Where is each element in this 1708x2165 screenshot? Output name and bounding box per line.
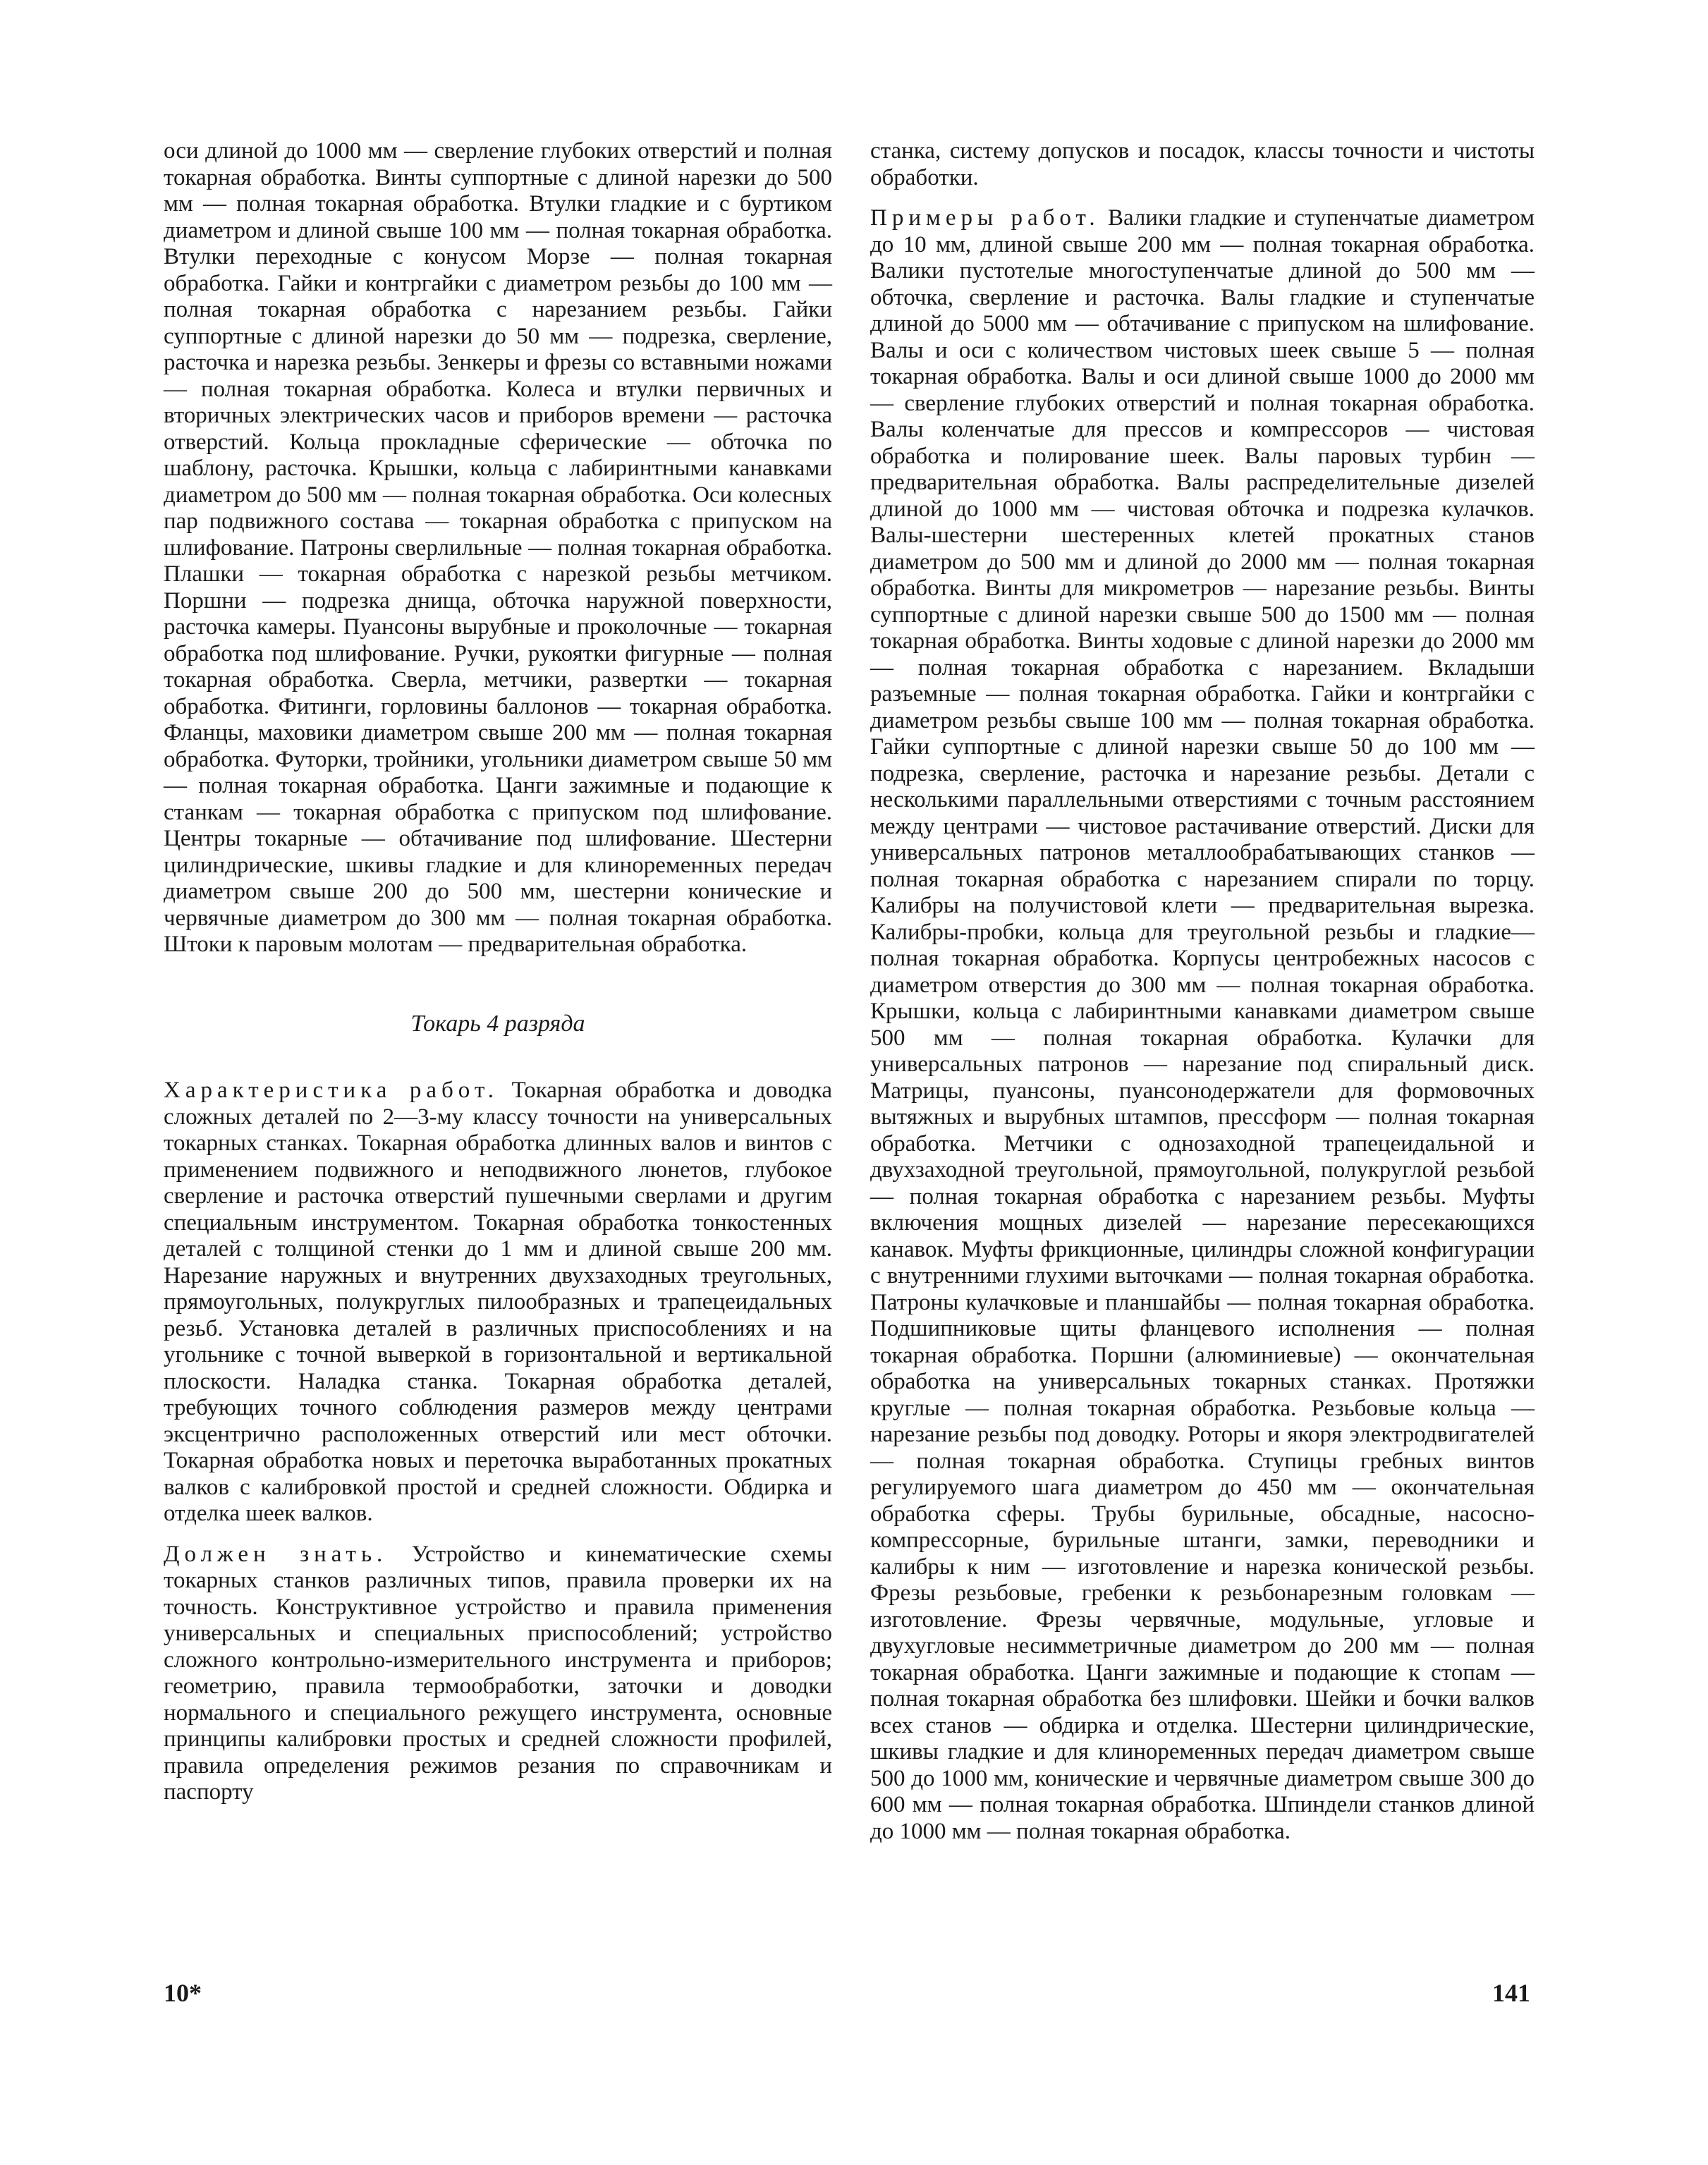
examples-paragraph	[870, 205, 1535, 1845]
examples-label: Примеры работ.	[870, 205, 1100, 231]
right-column	[870, 138, 1535, 1845]
left-column	[164, 138, 832, 1806]
page-number: 141	[1492, 1979, 1530, 2007]
characteristic-paragraph	[164, 1078, 832, 1527]
examples-text: Валики гладкие и ступенчатые диаметром до 10 мм, длиной свыше 200 мм — полная токарная обработка. Валики пустотелые многоступенчатые длиной до 500 мм — обточка, сверление и расточка. Валы гладкие и ступенчатые длиной до 5000 мм — обтачивание с припуском на шлифование. Валы и оси с количеством чистовых шеек свыше 5 — полная токарная обработка. Валы и оси длиной свыше 1000 до 2000 мм — сверление глубоких отверстий и полная токарная обработка. Валы коленчатые для прессов и компрессоров — чистовая обработка и полирование шеек. Валы паровых турбин — предварительная обработка. Валы распределительные дизелей длиной до 1000 мм — чистовая обточка и подрезка кулачков. Валы-шестерни шестеренных клетей прокатных станов диаметром до 500 мм и длиной до 2000 мм — полная токарная обработка. Винты для микрометров — нарезание резьбы. Винты суппортные с длиной нарезки свыше 500 до 1500 мм — полная токарная обработка. Винты ходовые с длиной нарезки до 2000 мм — полная токарная обработка с нарезанием. Вкладыши разъемные — полная токарная обработка. Гайки и контргайки с диаметром резьбы свыше 100 мм — полная токарная обработка. Гайки суппортные с длиной нарезки свыше 50 до 100 мм — подрезка, сверление, расточка и нарезание резьбы. Детали с несколькими параллельными отверстиями с точным расстоянием между центрами — чистовое растачивание отверстий. Диски для универсальных патронов металлообрабатывающих станков — полная токарная обработка с нарезанием спирали по торцу. Калибры на получистовой клети — предварительная вырезка. Калибры-пробки, кольца для треугольной резьбы и гладкие—полная токарная обработка. Корпусы центробежных насосов с диаметром отверстия до 300 мм — полная токарная обработка. Крышки, кольца с лабиринтными канавками диаметром свыше 500 мм — полная токарная обработка. Кулачки для универсальных патронов — нарезание под спиральный диск. Матрицы, пуансоны, пуансонодержатели для формовочных вытяжных и вырубных штампов, прессформ — полная токарная обработка. Метчики с однозаходной трапецеидальной и двухзаходной треугольной, прямоугольной, полукруглой резьбой — полная токарная обработка с нарезанием резьбы. Муфты включения мощных дизелей — нарезание пересекающихся канавок. Муфты фрикционные, цилиндры сложной конфигурации с внутренними глухими выточками — полная токарная обработка. Патроны кулачковые и планшайбы — полная токарная обработка. Подшипниковые щиты фланцевого исполнения — полная токарная обработка. Поршни (алюминиевые) — окончательная обработка на универсальных токарных станках. Протяжки круглые — полная токарная обработка. Резьбовые кольца — нарезание резьбы под доводку. Роторы и якоря электродвигателей — полная токарная обработка. Ступицы гребных винтов регулируемого шага диаметром до 450 мм — окончательная обработка сферы. Трубы бурильные, обсадные, насосно-компрессорные, бурильные штанги, замки, переводники и калибры к ним — изготовление и нарезка конической резьбы. Фрезы резьбовые, гребенки к резьбонарезным головкам — изготовление. Фрезы червячные, модульные, угловые и двухугловые несимметричные диаметром до 200 мм — полная токарная обработка. Цанги зажимные и подающие к стопам — полная токарная обработка без шлифовки. Шейки и бочки валков всех станов — обдирка и отделка. Шестерни цилиндрические, шкивы гладкие и для клиноременных передач диаметром свыше 500 до 1000 мм, конические и червячные диаметром свыше 300 до 600 мм — полная токарная обработка. Шпиндели станков длиной до 1000 мм — полная токарная обработка.	[870, 205, 1535, 1844]
must-know-paragraph	[164, 1542, 832, 1806]
must-know-label: Должен знать.	[164, 1541, 388, 1567]
right-continuation-paragraph: станка, систему допусков и посадок, классы точности и чистоты обработки.	[870, 138, 1535, 190]
section-heading: Токарь 4 разряда	[410, 1010, 585, 1037]
characteristic-text: Токарная обработка и доводка сложных деталей по 2—3-му классу точности на универсальных токарных станках. Токарная обработка длинных валов и винтов с применением подвижного и неподвижного люнетов, глубокое сверление и расточка отверстий пушечными сверлами и другим специальным инструментом. Токарная обработка тонкостенных деталей с толщиной стенки до 1 мм и длиной свыше 200 мм. Нарезание наружных и внутренних двухзаходных треугольных, прямоугольных, полукруглых пилообразных и трапецеидальных резьб. Установка деталей в различных приспособлениях и на угольнике с точной выверкой в горизонтальной и вертикальной плоскости. Наладка станка. Токарная обработка деталей, требующих точного соблюдения размеров между центрами эксцентрично расположенных отверстий или мест обточки. Токарная обработка новых и переточка выработанных прокатных валков с калибровкой простой и средней сложности. Обдирка и отделка шеек валков.	[164, 1078, 833, 1526]
must-know-text: Устройство и кинематические схемы токарных станков различных типов, правила проверки их на точность. Конструктивное устройство и правила применения универсальных и специальных приспособлений; устройство сложного контрольно-измерительного инструмента и приборов; геометрию, правила термообработки, заточки и доводки нормального и специального режущего инструмента, основные принципы калибровки простых и средней сложности профилей, правила определения режимов резания по справочникам и паспорту	[164, 1541, 832, 1805]
signature-mark: 10*	[164, 1979, 202, 2007]
characteristic-label: Характеристика работ.	[164, 1078, 499, 1103]
left-intro-paragraph: оси длиной до 1000 мм — сверление глубоких отверстий и полная токарная обработка. Винты суппортные с длиной нарезки до 500 мм — полная токарная обработка. Втулки гладкие и с буртиком диаметром и длиной свыше 100 мм — полная токарная обработка. Втулки переходные с конусом Морзе — полная токарная обработка. Гайки и контргайки с диаметром резьбы до 100 мм — полная токарная обработка с нарезанием резьбы. Гайки суппортные с длиной нарезки до 50 мм — подрезка, сверление, расточка и нарезка резьбы. Зенкеры и фрезы со вставными ножами — полная токарная обработка. Колеса и втулки первичных и вторичных электрических часов и приборов времени — расточка отверстий. Кольца прокладные сферические — обточка по шаблону, расточка. Крышки, кольца с лабиринтными канавками диаметром до 500 мм — полная токарная обработка. Оси колесных пар подвижного состава — токарная обработка с припуском на шлифование. Патроны сверлильные — полная токарная обработка. Плашки — токарная обработка с нарезкой резьбы метчиком. Поршни — подрезка днища, обточка наружной поверхности, расточка камеры. Пуансоны вырубные и проколочные — токарная обработка под шлифование. Ручки, рукоятки фигурные — полная токарная обработка. Сверла, метчики, развертки — токарная обработка. Фитинги, горловины баллонов — токарная обработка. Фланцы, маховики диаметром свыше 200 мм — полная токарная обработка. Футорки, тройники, угольники диаметром свыше 50 мм — полная токарная обработка. Цанги зажимные и подающие к станкам — токарная обработка с припуском под шлифование. Центры токарные — обтачивание под шлифование. Шестерни цилиндрические, шкивы гладкие и для клиноременных передач диаметром свыше 200 до 500 мм, шестерни конические и червячные диаметром до 300 мм — полная токарная обработка. Штоки к паровым молотам — предварительная обработка.	[164, 138, 832, 957]
